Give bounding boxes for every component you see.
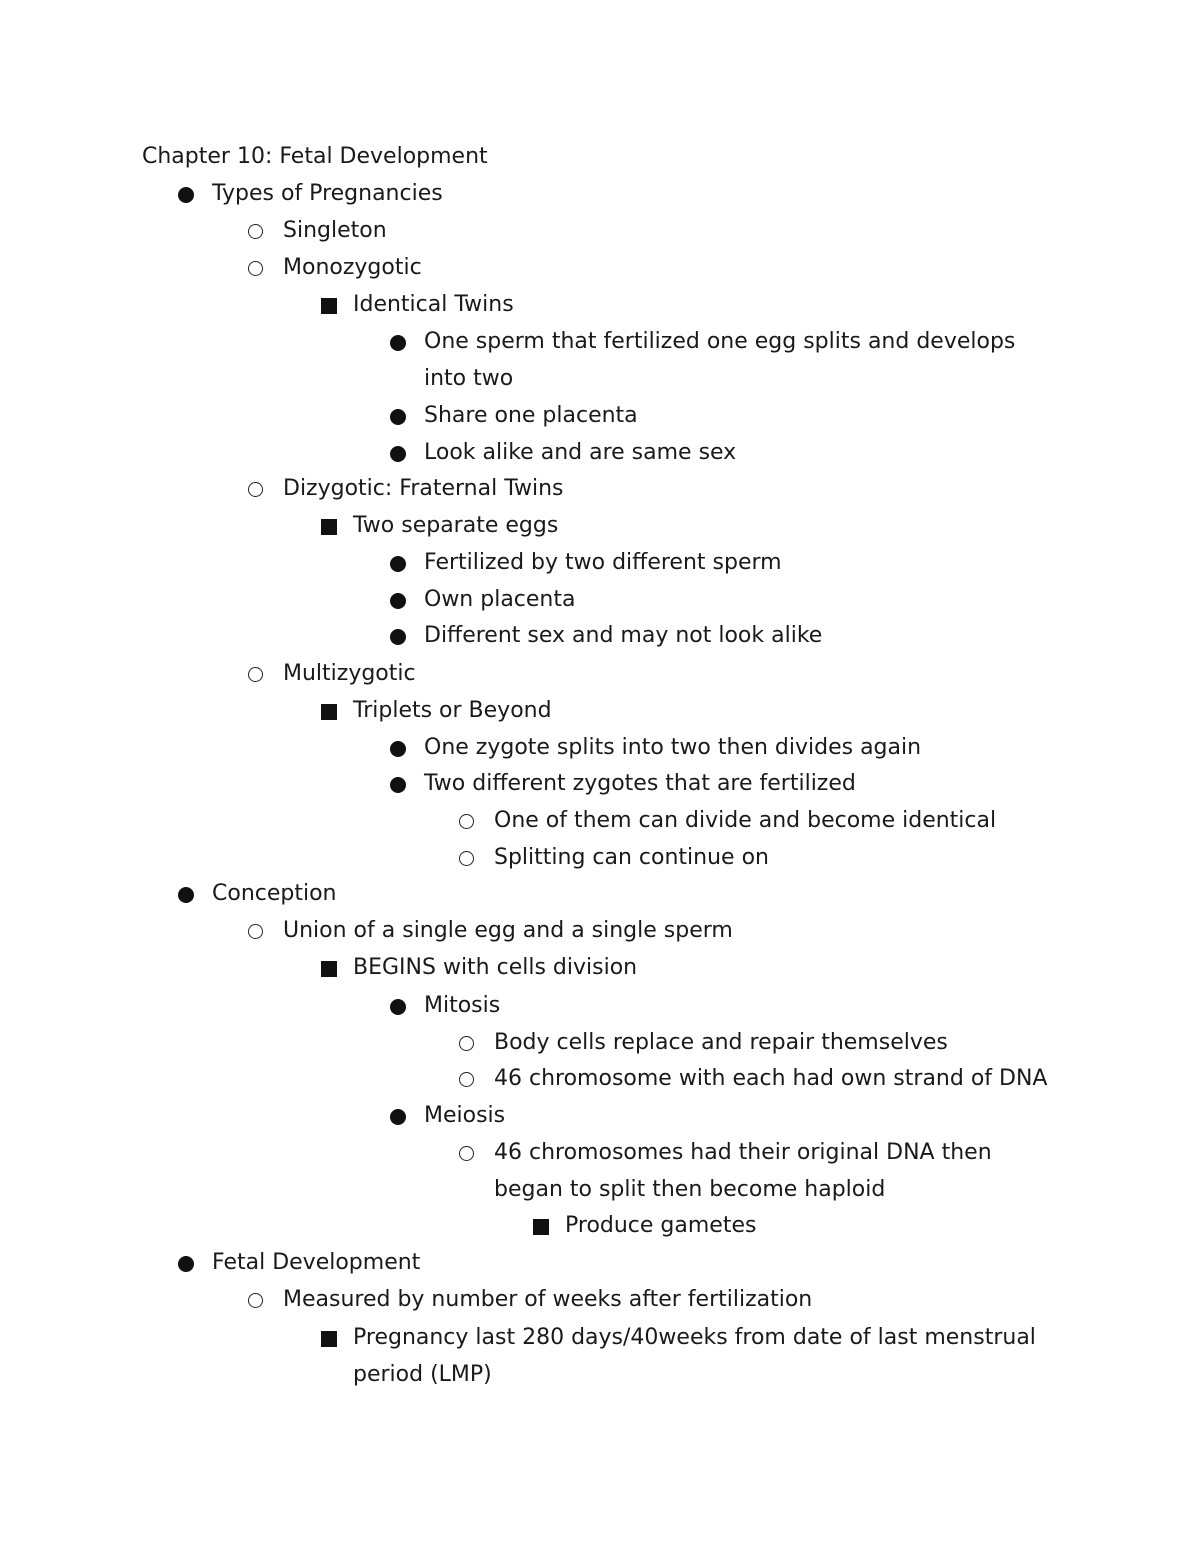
square-bullet-icon xyxy=(321,704,337,720)
square-bullet-icon xyxy=(321,961,337,977)
page-title: Chapter 10: Fetal Development xyxy=(142,144,488,169)
list-item: Identical Twins xyxy=(353,286,514,323)
list-item: One sperm that fertilized one egg splits and develops into two xyxy=(424,323,1064,397)
filled-bullet-icon xyxy=(390,593,406,609)
square-bullet-icon xyxy=(321,519,337,535)
hollow-bullet-icon xyxy=(248,924,263,939)
list-item: Types of Pregnancies xyxy=(212,175,443,212)
list-item: 46 chromosome with each had own strand of DNA xyxy=(494,1060,1047,1097)
list-item: Multizygotic xyxy=(283,655,416,692)
filled-bullet-icon xyxy=(390,629,406,645)
list-item: One zygote splits into two then divides again xyxy=(424,729,921,766)
list-item: Singleton xyxy=(283,212,387,249)
hollow-bullet-icon xyxy=(248,261,263,276)
hollow-bullet-icon xyxy=(248,224,263,239)
square-bullet-icon xyxy=(321,298,337,314)
list-item: Pregnancy last 280 days/40weeks from date of last menstrual period (LMP) xyxy=(353,1319,1053,1393)
list-item: Triplets or Beyond xyxy=(353,692,552,729)
list-item: Body cells replace and repair themselves xyxy=(494,1024,948,1061)
filled-bullet-icon xyxy=(178,887,194,903)
list-item: Own placenta xyxy=(424,581,576,618)
hollow-bullet-icon xyxy=(459,1072,474,1087)
filled-bullet-icon xyxy=(390,556,406,572)
list-item: Fetal Development xyxy=(212,1244,420,1281)
list-item: Different sex and may not look alike xyxy=(424,617,822,654)
list-item: Measured by number of weeks after fertilization xyxy=(283,1281,812,1318)
list-item: Fertilized by two different sperm xyxy=(424,544,782,581)
list-item: Two separate eggs xyxy=(353,507,558,544)
filled-bullet-icon xyxy=(390,1109,406,1125)
filled-bullet-icon xyxy=(390,777,406,793)
list-item: Splitting can continue on xyxy=(494,839,769,876)
filled-bullet-icon xyxy=(390,741,406,757)
list-item: Conception xyxy=(212,875,337,912)
filled-bullet-icon xyxy=(390,409,406,425)
square-bullet-icon xyxy=(533,1219,549,1235)
hollow-bullet-icon xyxy=(459,851,474,866)
list-item: Share one placenta xyxy=(424,397,638,434)
list-item: Monozygotic xyxy=(283,249,422,286)
list-item: Union of a single egg and a single sperm xyxy=(283,912,733,949)
list-item: 46 chromosomes had their original DNA then began to split then become haploid xyxy=(494,1134,1064,1208)
list-item: One of them can divide and become identical xyxy=(494,802,996,839)
list-item: Meiosis xyxy=(424,1097,505,1134)
list-item: Dizygotic: Fraternal Twins xyxy=(283,470,564,507)
hollow-bullet-icon xyxy=(248,667,263,682)
hollow-bullet-icon xyxy=(459,814,474,829)
square-bullet-icon xyxy=(321,1331,337,1347)
hollow-bullet-icon xyxy=(248,1293,263,1308)
filled-bullet-icon xyxy=(178,1256,194,1272)
list-item: Produce gametes xyxy=(565,1207,756,1244)
filled-bullet-icon xyxy=(390,999,406,1015)
hollow-bullet-icon xyxy=(459,1036,474,1051)
list-item: Two different zygotes that are fertilized xyxy=(424,765,856,802)
list-item: Mitosis xyxy=(424,987,500,1024)
filled-bullet-icon xyxy=(178,187,194,203)
filled-bullet-icon xyxy=(390,335,406,351)
list-item: BEGINS with cells division xyxy=(353,949,637,986)
hollow-bullet-icon xyxy=(248,482,263,497)
list-item: Look alike and are same sex xyxy=(424,434,736,471)
hollow-bullet-icon xyxy=(459,1146,474,1161)
filled-bullet-icon xyxy=(390,446,406,462)
